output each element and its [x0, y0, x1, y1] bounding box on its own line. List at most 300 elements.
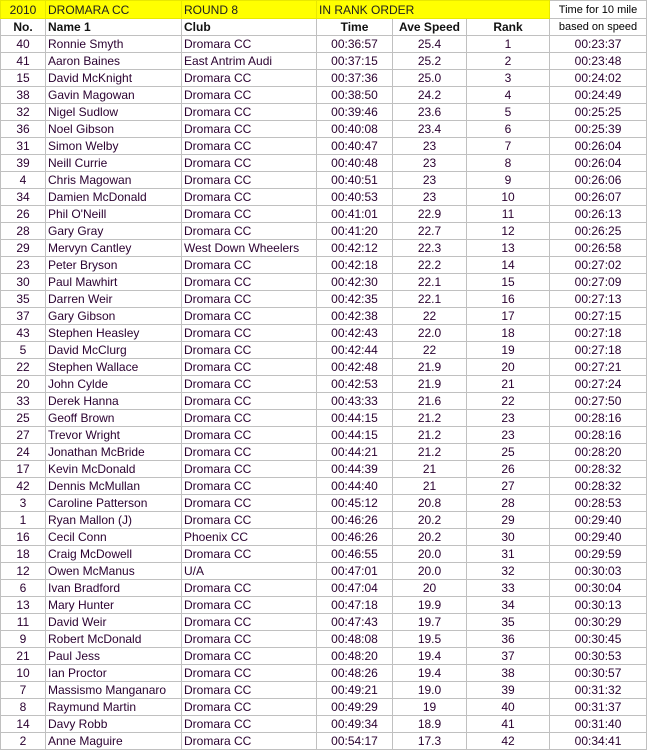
cell-time-10-mile: 00:27:09 [550, 274, 647, 291]
cell-time: 00:40:51 [317, 172, 393, 189]
cell-time-10-mile: 00:28:20 [550, 444, 647, 461]
cell-rank: 41 [467, 716, 550, 733]
table-row [1, 733, 647, 750]
cell-name: Simon Welby [46, 138, 182, 155]
cell-time: 00:44:15 [317, 427, 393, 444]
cell-time-10-mile: 00:30:57 [550, 665, 647, 682]
cell-name: Paul Jess [46, 648, 182, 665]
cell-club: Dromara CC [182, 36, 317, 53]
table-row [1, 257, 647, 274]
table-row [1, 325, 647, 342]
cell-club: Phoenix CC [182, 529, 317, 546]
cell-speed: 22 [393, 342, 467, 359]
cell-no: 30 [1, 274, 46, 291]
header-time: Time [317, 19, 393, 36]
cell-no: 36 [1, 121, 46, 138]
cell-name: Ryan Mallon (J) [46, 512, 182, 529]
cell-speed: 18.9 [393, 716, 467, 733]
cell-club: Dromara CC [182, 682, 317, 699]
cell-speed: 20 [393, 580, 467, 597]
cell-name: Dennis McMullan [46, 478, 182, 495]
cell-club: Dromara CC [182, 393, 317, 410]
cell-time-10-mile: 00:27:50 [550, 393, 647, 410]
cell-time-10-mile: 00:34:41 [550, 733, 647, 750]
table-row [1, 444, 647, 461]
cell-time: 00:41:20 [317, 223, 393, 240]
cell-name: Damien McDonald [46, 189, 182, 206]
cell-time-10-mile: 00:27:18 [550, 325, 647, 342]
cell-no: 33 [1, 393, 46, 410]
cell-name: Owen McManus [46, 563, 182, 580]
cell-club: Dromara CC [182, 444, 317, 461]
cell-rank: 9 [467, 172, 550, 189]
cell-name: David McKnight [46, 70, 182, 87]
cell-name: Darren Weir [46, 291, 182, 308]
cell-club: Dromara CC [182, 206, 317, 223]
cell-rank: 3 [467, 70, 550, 87]
cell-name: John Cylde [46, 376, 182, 393]
cell-name: Derek Hanna [46, 393, 182, 410]
cell-club: U/A [182, 563, 317, 580]
cell-time-10-mile: 00:31:40 [550, 716, 647, 733]
cell-rank: 23 [467, 410, 550, 427]
cell-time: 00:46:55 [317, 546, 393, 563]
cell-club: Dromara CC [182, 121, 317, 138]
cell-no: 8 [1, 699, 46, 716]
cell-rank: 20 [467, 359, 550, 376]
cell-no: 27 [1, 427, 46, 444]
cell-speed: 21.6 [393, 393, 467, 410]
cell-time-10-mile: 00:24:49 [550, 87, 647, 104]
cell-time-10-mile: 00:25:25 [550, 104, 647, 121]
cell-club: East Antrim Audi [182, 53, 317, 70]
table-row [1, 359, 647, 376]
cell-time-10-mile: 00:31:37 [550, 699, 647, 716]
cell-time-10-mile: 00:24:02 [550, 70, 647, 87]
table-row [1, 478, 647, 495]
cell-time: 00:44:21 [317, 444, 393, 461]
cell-rank: 11 [467, 206, 550, 223]
cell-speed: 21.2 [393, 444, 467, 461]
cell-time: 00:47:18 [317, 597, 393, 614]
cell-speed: 19.4 [393, 648, 467, 665]
table-row [1, 512, 647, 529]
cell-club: Dromara CC [182, 291, 317, 308]
cell-speed: 22.2 [393, 257, 467, 274]
cell-time: 00:46:26 [317, 529, 393, 546]
cell-time: 00:42:12 [317, 240, 393, 257]
table-row [1, 580, 647, 597]
title-note-line1: Time for 10 mile [550, 1, 647, 19]
table-row [1, 461, 647, 478]
table-row [1, 36, 647, 53]
cell-rank: 30 [467, 529, 550, 546]
cell-no: 4 [1, 172, 46, 189]
cell-no: 9 [1, 631, 46, 648]
cell-time: 00:44:15 [317, 410, 393, 427]
cell-club: Dromara CC [182, 427, 317, 444]
cell-rank: 40 [467, 699, 550, 716]
cell-rank: 31 [467, 546, 550, 563]
cell-no: 39 [1, 155, 46, 172]
cell-club: Dromara CC [182, 325, 317, 342]
cell-club: Dromara CC [182, 461, 317, 478]
cell-speed: 22 [393, 308, 467, 325]
cell-time-10-mile: 00:27:13 [550, 291, 647, 308]
table-row [1, 240, 647, 257]
cell-speed: 22.1 [393, 291, 467, 308]
cell-name: Ronnie Smyth [46, 36, 182, 53]
cell-time: 00:41:01 [317, 206, 393, 223]
cell-speed: 19.4 [393, 665, 467, 682]
cell-rank: 38 [467, 665, 550, 682]
cell-time: 00:42:35 [317, 291, 393, 308]
cell-rank: 6 [467, 121, 550, 138]
cell-no: 42 [1, 478, 46, 495]
cell-no: 12 [1, 563, 46, 580]
cell-speed: 20.0 [393, 563, 467, 580]
cell-time: 00:46:26 [317, 512, 393, 529]
cell-time-10-mile: 00:28:32 [550, 478, 647, 495]
cell-no: 43 [1, 325, 46, 342]
title-event: DROMARA CC [46, 1, 182, 19]
cell-club: Dromara CC [182, 359, 317, 376]
cell-speed: 22.7 [393, 223, 467, 240]
cell-name: Paul Mawhirt [46, 274, 182, 291]
cell-no: 14 [1, 716, 46, 733]
cell-no: 6 [1, 580, 46, 597]
table-row [1, 682, 647, 699]
cell-rank: 19 [467, 342, 550, 359]
cell-speed: 19.9 [393, 597, 467, 614]
table-row [1, 546, 647, 563]
cell-speed: 23 [393, 172, 467, 189]
cell-time: 00:44:39 [317, 461, 393, 478]
table-row [1, 699, 647, 716]
cell-no: 31 [1, 138, 46, 155]
cell-club: Dromara CC [182, 665, 317, 682]
cell-name: Gary Gray [46, 223, 182, 240]
cell-speed: 25.0 [393, 70, 467, 87]
header-name: Name 1 [46, 19, 182, 36]
table-row [1, 716, 647, 733]
cell-no: 17 [1, 461, 46, 478]
cell-rank: 8 [467, 155, 550, 172]
cell-name: Raymund Martin [46, 699, 182, 716]
table-row [1, 121, 647, 138]
cell-speed: 21 [393, 461, 467, 478]
cell-time-10-mile: 00:26:04 [550, 155, 647, 172]
cell-no: 15 [1, 70, 46, 87]
cell-time: 00:44:40 [317, 478, 393, 495]
header-rank: Rank [467, 19, 550, 36]
cell-speed: 23 [393, 189, 467, 206]
cell-time: 00:48:20 [317, 648, 393, 665]
cell-time-10-mile: 00:27:24 [550, 376, 647, 393]
cell-time-10-mile: 00:30:45 [550, 631, 647, 648]
cell-name: Trevor Wright [46, 427, 182, 444]
cell-speed: 21.9 [393, 359, 467, 376]
table-row [1, 597, 647, 614]
cell-speed: 22.9 [393, 206, 467, 223]
cell-club: Dromara CC [182, 614, 317, 631]
cell-speed: 22.3 [393, 240, 467, 257]
cell-name: Massismo Manganaro [46, 682, 182, 699]
cell-time: 00:42:48 [317, 359, 393, 376]
cell-club: Dromara CC [182, 699, 317, 716]
cell-club: Dromara CC [182, 172, 317, 189]
table-row [1, 648, 647, 665]
cell-name: Chris Magowan [46, 172, 182, 189]
cell-club: Dromara CC [182, 138, 317, 155]
table-row [1, 393, 647, 410]
cell-time-10-mile: 00:29:59 [550, 546, 647, 563]
cell-time-10-mile: 00:29:40 [550, 512, 647, 529]
cell-time: 00:47:43 [317, 614, 393, 631]
cell-time: 00:38:50 [317, 87, 393, 104]
cell-time: 00:40:48 [317, 155, 393, 172]
cell-time: 00:42:30 [317, 274, 393, 291]
cell-rank: 33 [467, 580, 550, 597]
cell-name: Noel Gibson [46, 121, 182, 138]
table-row [1, 342, 647, 359]
cell-time: 00:42:44 [317, 342, 393, 359]
cell-time: 00:39:46 [317, 104, 393, 121]
cell-club: Dromara CC [182, 376, 317, 393]
cell-name: David McClurg [46, 342, 182, 359]
cell-no: 11 [1, 614, 46, 631]
cell-speed: 20.2 [393, 512, 467, 529]
cell-club: Dromara CC [182, 546, 317, 563]
cell-rank: 26 [467, 461, 550, 478]
cell-no: 28 [1, 223, 46, 240]
cell-time-10-mile: 00:26:06 [550, 172, 647, 189]
cell-name: David Weir [46, 614, 182, 631]
cell-no: 37 [1, 308, 46, 325]
header-row [1, 19, 647, 36]
cell-rank: 32 [467, 563, 550, 580]
cell-time-10-mile: 00:26:58 [550, 240, 647, 257]
cell-time: 00:49:34 [317, 716, 393, 733]
cell-rank: 18 [467, 325, 550, 342]
cell-speed: 19.5 [393, 631, 467, 648]
cell-rank: 25 [467, 444, 550, 461]
cell-no: 5 [1, 342, 46, 359]
cell-speed: 22.0 [393, 325, 467, 342]
cell-name: Neill Currie [46, 155, 182, 172]
cell-name: Ivan Bradford [46, 580, 182, 597]
cell-time: 00:47:01 [317, 563, 393, 580]
cell-rank: 23 [467, 427, 550, 444]
cell-no: 41 [1, 53, 46, 70]
cell-time-10-mile: 00:27:15 [550, 308, 647, 325]
cell-rank: 4 [467, 87, 550, 104]
table-row [1, 427, 647, 444]
cell-rank: 14 [467, 257, 550, 274]
header-speed: Ave Speed [393, 19, 467, 36]
cell-time-10-mile: 00:30:04 [550, 580, 647, 597]
table-row [1, 563, 647, 580]
cell-rank: 7 [467, 138, 550, 155]
cell-name: Gavin Magowan [46, 87, 182, 104]
cell-time: 00:42:38 [317, 308, 393, 325]
cell-name: Craig McDowell [46, 546, 182, 563]
cell-time-10-mile: 00:27:18 [550, 342, 647, 359]
cell-club: Dromara CC [182, 648, 317, 665]
cell-rank: 35 [467, 614, 550, 631]
cell-time-10-mile: 00:28:32 [550, 461, 647, 478]
cell-name: Anne Maguire [46, 733, 182, 750]
cell-time-10-mile: 00:27:02 [550, 257, 647, 274]
cell-speed: 19.0 [393, 682, 467, 699]
cell-time: 00:48:08 [317, 631, 393, 648]
cell-no: 13 [1, 597, 46, 614]
header-note-line2: based on speed [550, 19, 647, 36]
cell-no: 7 [1, 682, 46, 699]
cell-speed: 21.2 [393, 410, 467, 427]
cell-no: 25 [1, 410, 46, 427]
cell-time: 00:37:15 [317, 53, 393, 70]
cell-club: Dromara CC [182, 733, 317, 750]
cell-no: 32 [1, 104, 46, 121]
cell-club: Dromara CC [182, 87, 317, 104]
cell-rank: 28 [467, 495, 550, 512]
cell-time: 00:36:57 [317, 36, 393, 53]
cell-club: Dromara CC [182, 342, 317, 359]
cell-speed: 23.4 [393, 121, 467, 138]
cell-time-10-mile: 00:29:40 [550, 529, 647, 546]
cell-rank: 22 [467, 393, 550, 410]
table-row [1, 665, 647, 682]
title-year: 2010 [1, 1, 46, 19]
cell-time-10-mile: 00:26:04 [550, 138, 647, 155]
cell-time-10-mile: 00:28:16 [550, 410, 647, 427]
cell-speed: 25.2 [393, 53, 467, 70]
cell-speed: 20.8 [393, 495, 467, 512]
cell-speed: 20.0 [393, 546, 467, 563]
cell-time-10-mile: 00:23:37 [550, 36, 647, 53]
cell-no: 20 [1, 376, 46, 393]
cell-time: 00:42:53 [317, 376, 393, 393]
cell-club: Dromara CC [182, 223, 317, 240]
cell-time-10-mile: 00:26:13 [550, 206, 647, 223]
cell-name: Jonathan McBride [46, 444, 182, 461]
cell-rank: 34 [467, 597, 550, 614]
title-round: ROUND 8 [182, 1, 317, 19]
cell-club: Dromara CC [182, 189, 317, 206]
cell-rank: 27 [467, 478, 550, 495]
cell-club: Dromara CC [182, 274, 317, 291]
cell-rank: 16 [467, 291, 550, 308]
cell-rank: 5 [467, 104, 550, 121]
cell-club: Dromara CC [182, 410, 317, 427]
cell-name: Aaron Baines [46, 53, 182, 70]
cell-rank: 1 [467, 36, 550, 53]
cell-time: 00:42:18 [317, 257, 393, 274]
table-row [1, 410, 647, 427]
cell-rank: 15 [467, 274, 550, 291]
cell-rank: 37 [467, 648, 550, 665]
cell-time: 00:40:53 [317, 189, 393, 206]
cell-club: Dromara CC [182, 257, 317, 274]
cell-no: 18 [1, 546, 46, 563]
cell-club: Dromara CC [182, 597, 317, 614]
cell-rank: 21 [467, 376, 550, 393]
cell-rank: 42 [467, 733, 550, 750]
cell-club: Dromara CC [182, 631, 317, 648]
cell-no: 3 [1, 495, 46, 512]
cell-no: 40 [1, 36, 46, 53]
cell-time: 00:42:43 [317, 325, 393, 342]
cell-time-10-mile: 00:25:39 [550, 121, 647, 138]
table-row [1, 223, 647, 240]
table-row [1, 614, 647, 631]
cell-rank: 2 [467, 53, 550, 70]
cell-no: 22 [1, 359, 46, 376]
cell-speed: 22.1 [393, 274, 467, 291]
cell-speed: 19 [393, 699, 467, 716]
table-row [1, 189, 647, 206]
table-row [1, 172, 647, 189]
table-row [1, 376, 647, 393]
cell-time-10-mile: 00:30:13 [550, 597, 647, 614]
cell-time: 00:54:17 [317, 733, 393, 750]
cell-speed: 24.2 [393, 87, 467, 104]
cell-rank: 29 [467, 512, 550, 529]
header-no: No. [1, 19, 46, 36]
cell-rank: 39 [467, 682, 550, 699]
cell-speed: 23 [393, 138, 467, 155]
cell-club: Dromara CC [182, 512, 317, 529]
cell-no: 26 [1, 206, 46, 223]
cell-rank: 17 [467, 308, 550, 325]
cell-rank: 36 [467, 631, 550, 648]
table-row [1, 308, 647, 325]
table-row [1, 155, 647, 172]
title-row [1, 1, 647, 19]
cell-name: Kevin McDonald [46, 461, 182, 478]
cell-no: 16 [1, 529, 46, 546]
cell-no: 38 [1, 87, 46, 104]
cell-name: Phil O'Neill [46, 206, 182, 223]
cell-time-10-mile: 00:28:16 [550, 427, 647, 444]
cell-time-10-mile: 00:27:21 [550, 359, 647, 376]
cell-time: 00:45:12 [317, 495, 393, 512]
table-row [1, 87, 647, 104]
cell-time: 00:49:29 [317, 699, 393, 716]
cell-no: 21 [1, 648, 46, 665]
cell-time-10-mile: 00:31:32 [550, 682, 647, 699]
cell-club: Dromara CC [182, 155, 317, 172]
cell-time-10-mile: 00:28:53 [550, 495, 647, 512]
cell-no: 34 [1, 189, 46, 206]
cell-speed: 20.2 [393, 529, 467, 546]
table-row [1, 138, 647, 155]
cell-time: 00:48:26 [317, 665, 393, 682]
cell-club: West Down Wheelers [182, 240, 317, 257]
cell-speed: 17.3 [393, 733, 467, 750]
cell-time-10-mile: 00:30:29 [550, 614, 647, 631]
table-row [1, 53, 647, 70]
cell-club: Dromara CC [182, 478, 317, 495]
cell-club: Dromara CC [182, 716, 317, 733]
cell-no: 35 [1, 291, 46, 308]
cell-name: Nigel Sudlow [46, 104, 182, 121]
cell-time: 00:47:04 [317, 580, 393, 597]
cell-name: Mervyn Cantley [46, 240, 182, 257]
table-row [1, 631, 647, 648]
table-row [1, 495, 647, 512]
